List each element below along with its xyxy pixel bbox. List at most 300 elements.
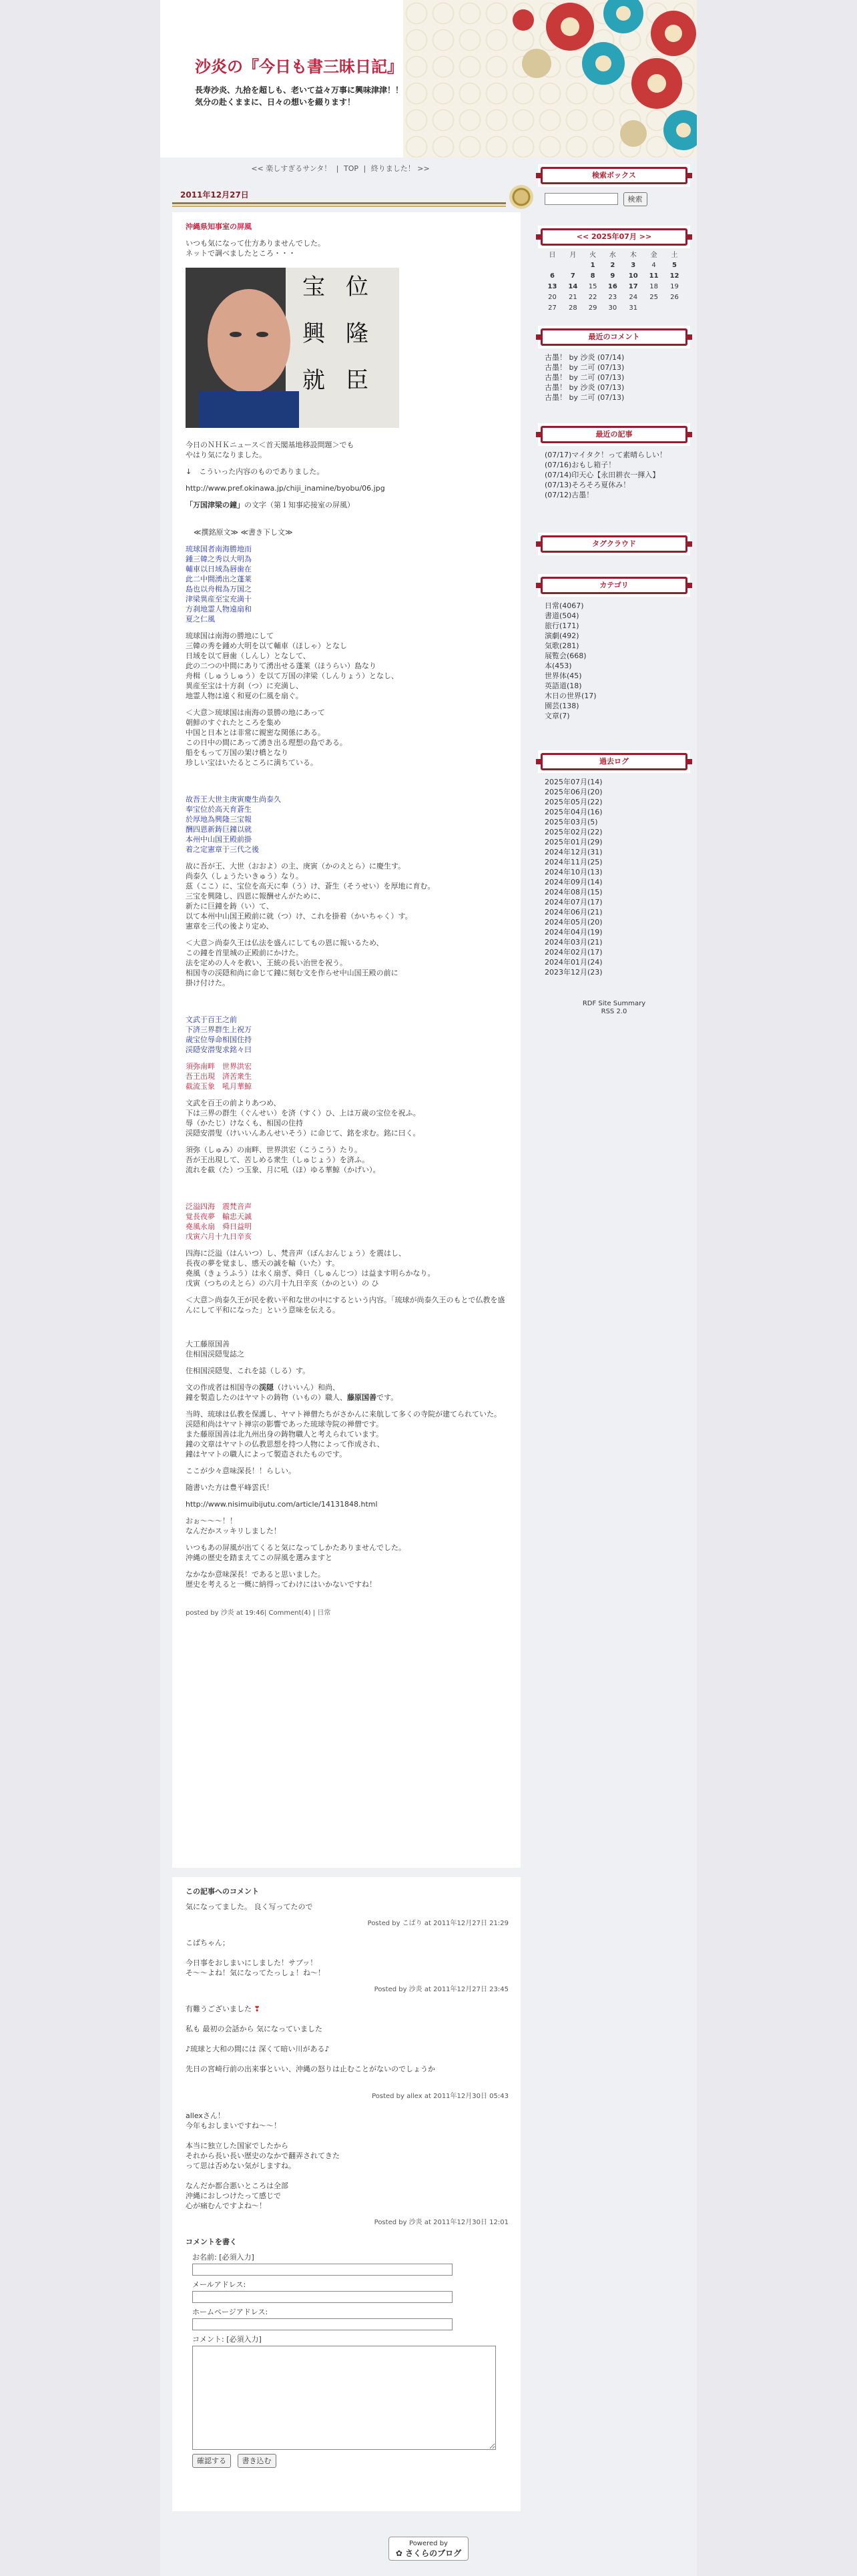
text-line: 夏之仁風 [186,615,215,623]
text-line: 中国と日本とは非常に親密な関係にある。 [186,728,325,737]
comment-line: それから長い長い歴史のなかで翻弄されてきた [186,2151,340,2160]
category-link[interactable]: 世界体(45) [545,672,582,680]
archive-title: 過去ログ [541,753,687,770]
cal-day[interactable]: 17 [628,282,638,290]
cal-day[interactable]: 9 [610,272,615,280]
archive-link[interactable]: 2024年08月(15) [545,888,603,896]
paragraph-9 [186,938,509,988]
category-link[interactable]: 本(453) [545,662,572,670]
paragraph-17 [186,1409,509,1459]
cal-day: 20 [548,293,557,301]
comment-item [186,2004,509,2101]
text-span: 文の作成者は相国寺の [186,1383,259,1392]
text-line: 朝鮮のすぐれたところを集め [186,718,281,727]
text-span-bold: 渓隠 [259,1383,274,1392]
archive-link[interactable]: 2025年07月(14) [545,778,603,786]
text-line: 戊寅（つちのえとら）の六月十九日辛亥（かのとい）の ひ [186,1279,379,1288]
comment-line: こばちゃん； [186,1939,230,1947]
bell-desc: の文字（第１知事応接室の屏風） [244,501,354,509]
cal-day-name: 木 [629,252,637,259]
calendar-widget [538,226,690,313]
top-link[interactable]: TOP [344,164,359,173]
text-line: また藤原国善は北九州出身の鋳物職人と考えられています。 [186,1430,384,1439]
svg-text:宝: 宝 [302,274,325,300]
cal-day: 26 [670,293,679,301]
archive-link[interactable]: 2025年04月(16) [545,808,603,816]
svg-text:就: 就 [302,367,325,394]
category-title: カテゴリ [541,577,687,594]
text-line: 輔車以日域為唇歯在 [186,565,252,573]
text-line: 堯風（きょうふう）は永く扇ぎ、舜日（しゅんじつ）は益ます明らかなり。 [186,1269,435,1278]
category-link[interactable]: 日常(4067) [545,601,584,610]
comment-meta: Posted by 沙炎 at 2011年12月30日 12:01 [374,2219,509,2226]
archive-link[interactable]: 2024年10月(13) [545,868,603,876]
comments-section [172,1877,521,2511]
brand-text: さくらのブログ [405,2549,462,2558]
blue-block-3 [186,1015,509,1055]
recent-post-link[interactable]: (07/12)古墨！ [545,491,594,499]
post-navigation [160,163,521,174]
cal-day[interactable]: 3 [631,261,636,269]
comment-line: って思は否めない気がしますね。 [186,2161,296,2170]
text-line: 茲（ここ）に、宝位を高天に奉（う）け、蒼生（そうせい）を厚地に育む。 [186,882,435,890]
comment-label: コメント: [必須入力] [192,2335,262,2344]
recent-comments-widget [538,326,690,407]
cal-day-name: 水 [609,252,616,259]
cal-day: 31 [629,304,638,312]
text-span-bold: 藤原国善 [347,1393,376,1402]
comment-line: 先日の宮崎行前の出来事といい、沖縄の怒りは止むことがないのでしょうか [186,2065,435,2073]
comment-line: 今年もおしまいですね〜〜！ [186,2121,281,2130]
text-line: 故に吾が王、大世（おおよ）の主、庚寅（かのえとら）に慶生す。 [186,862,406,870]
cal-day: 15 [588,282,597,290]
text-line: 此二中間湧出之蓬莱 [186,575,252,583]
text-line: 渓隠安潜叟（けいいんあんせいそう）に命じて、銘を求む。銘に曰く。 [186,1129,420,1137]
text-line: 辱（かたじ）けなくも、相国の住持 [186,1119,303,1127]
text-line: 此の二つの中間にありて湧出せる蓬莱（ほうらい）島なり [186,662,376,670]
text-line: ＜大意＞琉球国は南海の景勝の地にあって [186,708,325,717]
text-line: 新たに巨鐘を鋳（い）て、 [186,902,274,911]
tagcloud-title: タグクラウド [541,535,687,553]
archive-link[interactable]: 2024年09月(14) [545,878,603,886]
paragraph-11 [186,1145,509,1175]
archive-link[interactable]: 2024年04月(19) [545,928,603,937]
text-line: 方刹地霊人物遠扇和 [186,605,252,613]
text-span: 鐘を製造したのはヤマトの鋳物（いもの）職人、 [186,1393,347,1402]
homepage-input[interactable] [192,2318,453,2330]
text-line: 日域を以て唇歯（しんし）となして、 [186,652,310,660]
paragraph-5: ≪撰銘原文≫ ≪書き下し文≫ [194,528,293,537]
comments-heading: この記事へのコメント [186,1887,259,1896]
archive-link[interactable]: 2023年12月(23) [545,968,603,977]
comment-line: 本当に独立した国家でしたから [186,2141,288,2150]
text-line: 琉球国者南海勝地而 [186,545,252,553]
red-block-1 [186,1061,509,1091]
blue-block-1 [186,544,509,624]
calendar-title[interactable]: << 2025年07月 >> [541,228,687,246]
recent-posts-header [538,423,690,446]
recent-comment-link[interactable]: 古墨！ by 二可 (07/13) [545,363,625,372]
archive-link[interactable]: 2024年11月(25) [545,858,603,866]
archive-link[interactable]: 2025年02月(22) [545,828,603,836]
paragraph-18: ここが少々意味深長！！らしい。 [186,1467,296,1475]
portrait-photo-icon [186,268,399,428]
text-line: 住相国渓隠叟誌之 [186,1350,244,1358]
cal-day[interactable]: 6 [549,272,555,280]
text-line: この日中の間にあって湧き出る理想の島である。 [186,738,347,747]
cal-day[interactable]: 13 [547,282,557,290]
search-box-body [538,187,690,210]
comment-line: ♪琉球と大和の間には 深くて暗い川がある♪ [186,2045,330,2053]
paragraph-13: ＜大意＞尚泰久王が民を救い平和な世の中にするという内容。「琉球が尚泰久王のもとで仏教を盛んにして平和になった」という意味を伝える。 [186,1296,505,1314]
cal-day [563,260,583,270]
blue-block-2 [186,794,509,854]
page [160,0,697,2576]
blog-title[interactable]: 沙炎の『今日も書三昧日記』 [195,57,403,76]
category-link[interactable]: 英語道(18) [545,682,582,690]
archive-list [538,773,690,981]
cal-day: 27 [548,304,557,312]
cal-day [542,260,563,270]
text-span: です。 [376,1393,398,1402]
text-line: この鐘を首里城の正殿前にかけた。 [186,949,303,957]
header [160,0,697,158]
text-line: 琉球国は南海の勝地にして [186,631,274,640]
archive-link[interactable]: 2024年01月(24) [545,958,603,967]
archive-link[interactable]: 2024年03月(21) [545,938,603,947]
cal-day[interactable]: 1 [590,261,595,269]
recent-post-link[interactable]: (07/14)印天心【永田耕衣一揮入】 [545,471,660,479]
category-link[interactable]: 展覧会(668) [545,652,587,660]
text-span: （けいいん）和尚、 [274,1383,340,1392]
nav-separator-2: | [363,164,366,173]
tagcloud-widget [538,533,690,555]
text-line: 須弥南畔 世界洪宏 [186,1062,252,1071]
text-line: 故吾王大世主庚寅慶生尚泰久 [186,795,281,804]
text-line: 渓隠和尚はヤマト禅宗の影響であった琉球寺院の禅僧です。 [186,1420,384,1429]
comment-form [186,2237,509,2468]
comment-line: 私も 最初の会話から 気になっていました [186,2025,322,2033]
text-line: 当時、琉球は仏教を保護し、ヤマト禅僧たちがさかんに来航して多くの寺院が建てられていた。 [186,1410,501,1419]
calendar-header [538,226,690,248]
recent-comment-link[interactable]: 古墨！ by 沙炎 (07/13) [545,383,625,392]
text-line: 文武于百王之前 [186,1015,237,1024]
name-label: お名前: [必須入力] [192,2253,254,2262]
cal-day[interactable]: 10 [628,272,638,280]
prev-post-link[interactable]: << 楽しすぎるサンタ！ [251,164,332,173]
comment-form-heading: コメントを書く [186,2238,237,2246]
red-block-2 [186,1202,509,1242]
posted-by[interactable]: posted by 沙炎 at 19:46| Comment(4) | 日常 [186,1609,331,1617]
text-line: 相国寺の渓隠和尚に命じて鐘に刻む文を作らせ中山国王殿の前に [186,969,398,977]
category-link[interactable]: 木日の世界(17) [545,692,597,700]
text-line: 異産至宝は十方刹（つ）に充満し、 [186,682,303,690]
blog-description-line-1: 長寿沙炎、九拾を超しも、老いて益々万事に興味津津！！ [195,85,404,95]
paragraph-6 [186,631,509,701]
paragraph-22 [186,1569,509,1589]
text-line: 下は三界の群生（ぐんせい）を済（すく）ひ、上は万歳の宝位を祝ふ。 [186,1109,420,1117]
submit-button[interactable]: 書き込む [238,2454,276,2468]
text-line: 鍾三韓之秀以大明為 [186,555,252,563]
comment-line [186,2004,509,2014]
text-line: 泛溢四海 震梵音声 [186,1202,252,1211]
recent-posts-widget [538,423,690,504]
blog-description [195,84,475,108]
cal-day: 29 [588,304,597,312]
recent-post-link[interactable]: (07/16)おもし箱子！ [545,461,616,469]
cal-day[interactable]: 16 [607,282,617,290]
cal-day[interactable]: 14 [568,282,578,290]
cal-day[interactable]: 5 [672,261,677,269]
text-line: 鐘の文章はヤマトの仏教思想を持つ人物によって作成され、 [186,1440,384,1449]
cal-day-name: 金 [650,252,657,259]
comment-line: 気になってました。 良く写ってたので [186,1902,313,1911]
post-photo[interactable] [186,268,399,428]
comment-item [186,2111,509,2228]
bell-name: 「万国津梁の鐘」 [186,501,244,509]
text-line: 長夜の夢を覚まし、感天の誠を輸（いた）す。 [186,1259,340,1268]
text-line: 截流玉象 吼月華鯨 [186,1082,252,1091]
comment-line: 心が痛むんですよね〜！ [186,2202,266,2210]
cal-day: 25 [649,293,658,301]
name-input[interactable] [192,2264,453,2276]
paragraph-7 [186,708,509,768]
comment-line: そ〜〜よね！気になってたっしょ！ね〜！ [186,1969,325,1977]
text-line: 四海に泛溢（はんいつ）し、梵音声（ぼんおんじょう）を震はし、 [186,1249,406,1258]
comment-item [186,1902,509,1928]
paragraph-21 [186,1543,509,1563]
archive-link[interactable]: 2024年12月(31) [545,848,603,856]
next-post-link[interactable]: 終りました！ >> [370,164,430,173]
blog-description-line-2: 気分の赴くままに、日々の想いを綴ります！ [195,97,356,107]
text-line: 須弥（しゅみ）の南畔、世界洪宏（こうこう）たり。 [186,1145,362,1154]
recent-comments-header [538,326,690,348]
text-line: 吾王出現 済苦衆生 [186,1072,252,1081]
date-rule-thick [172,202,506,204]
comment-textarea[interactable] [192,2346,496,2450]
category-header [538,574,690,597]
cal-day: 21 [568,293,577,301]
text-line: 大工藤原国善 [186,1340,230,1348]
category-list [538,597,690,725]
mail-label: メールアドレス: [192,2280,246,2289]
search-box-widget [538,164,690,210]
text-line: 戊寅六月十九日辛亥 [186,1232,252,1241]
recent-comment-link[interactable]: 古墨！ by 二可 (07/13) [545,373,625,382]
text-line: 地霊人物は遠く和夏の仁風を扇ぐ。 [186,692,303,700]
cal-day-name: 火 [589,252,597,259]
cal-day: 28 [568,304,577,312]
medal-icon [509,185,533,209]
text-line: 舟楫（しゅうしゅう）を以て万国の津梁（しんりょう）となし、 [186,672,398,680]
text-line: やはり気になりました。 [186,451,266,459]
flower-pattern-icon [403,0,697,158]
archive-link[interactable]: 2025年05月(22) [545,798,603,806]
archive-link[interactable]: 2024年06月(21) [545,908,603,917]
sakura-icon: ✿ [395,2549,402,2558]
text-line: おぉ〜〜〜！！ [186,1517,237,1525]
recent-comment-link[interactable]: 古墨！ by 二可 (07/13) [545,393,625,402]
heart-icon: ❣ [254,2005,260,2013]
archive-link[interactable]: 2024年05月(20) [545,918,603,927]
text-line: 下済三界群生上祝万 [186,1025,252,1034]
date-rule-thin [172,206,506,207]
comment-line: allexさん！ [186,2111,225,2120]
text-line: ネットで調べましたところ・・・ [186,249,296,258]
text-line: いつも気になって仕方ありませんでした。 [186,239,325,248]
archive-link[interactable]: 2024年07月(17) [545,898,603,907]
category-widget [538,574,690,725]
text-line: 法を定めの人々を救い、王統の長い治世を祝う。 [186,959,347,967]
archive-link[interactable]: 2025年06月(20) [545,788,603,796]
homepage-label: ホームページアドレス: [192,2308,268,2316]
text-line: 島也以舟楫為万国之 [186,585,252,593]
category-link[interactable]: 演劇(492) [545,631,579,640]
paragraph-15: 住相国渓隠叟、これを誌（しる）す。 [186,1366,310,1375]
nav-separator-1: | [336,164,339,173]
text-line: 酬四恩新鋳巨鐘以就 [186,825,252,834]
comment-line: なんだか都合悪いところは全部 [186,2181,288,2190]
comment-meta: Posted by こばり at 2011年12月27日 21:29 [367,1920,509,1927]
comment-meta: Posted by 沙炎 at 2011年12月27日 23:45 [374,1986,509,1993]
paragraph-10 [186,1098,509,1138]
category-link[interactable]: 園芸(138) [545,702,579,710]
search-button[interactable]: 検索 [623,192,647,206]
confirm-button[interactable]: 確認する [192,2454,231,2468]
category-link[interactable]: 旅行(171) [545,621,579,630]
recent-post-link[interactable]: (07/13)そろそろ夏休み！ [545,481,631,489]
text-line: 渓隠安潜叟求銘々曰 [186,1045,252,1054]
paragraph-4 [186,500,509,510]
text-line: 沖縄の歴史を踏まえてこの屏風を選みますと [186,1553,332,1562]
paragraph-1 [186,238,509,258]
cal-day[interactable]: 2 [610,261,615,269]
text-line: 覚長夜夢 輸忠天誠 [186,1212,252,1221]
text-line: 尚泰久（しょうたいきゅう）なり。 [186,872,303,880]
category-link[interactable]: 書道(504) [545,611,579,620]
link-url-2[interactable]: http://www.nisimuibijutu.com/article/14131848.html [186,1500,378,1509]
category-link[interactable]: 気歌(281) [545,641,579,650]
comment-meta: Posted by allex at 2011年12月30日 05:43 [372,2093,509,2100]
rdf-link[interactable]: RDF Site Summary [582,1000,646,1007]
text-line: 文武を百王の前よりあつめ、 [186,1099,281,1107]
recent-posts-title: 最近の記事 [541,426,687,443]
recent-comments-title: 最近のコメント [541,328,687,346]
text-line: 着之定憲章于三代之後 [186,845,259,854]
paragraph-19: 随書いた方は豊平峰雲氏！ [186,1483,274,1492]
tagcloud-header [538,533,690,555]
comment-text: 有難うございました [186,2005,252,2013]
cal-day-name: 日 [549,252,556,259]
cal-day: 23 [608,293,617,301]
text-line: 歳宝位辱命相国住持 [186,1035,252,1044]
text-line: 本州中山国王殿前掛 [186,835,252,844]
archive-link[interactable]: 2024年02月(17) [545,948,603,957]
cal-day[interactable]: 8 [590,272,595,280]
text-line: 以て本州中山国王殿前に就（つ）け、これを掛着（かいちゃく）す。 [186,912,412,921]
post-date: 2011年12月27日 [180,190,249,200]
category-link[interactable]: 文章(7) [545,712,570,720]
search-box-title: 検索ボックス [541,167,687,184]
comment-line: 沖縄におしつけたって感じで [186,2192,281,2200]
paragraph-3: ↓ こういった内容のものでありました。 [186,467,324,476]
text-line: 掛け付けた。 [186,979,230,987]
paragraph-2 [186,440,509,460]
recent-comment-link[interactable]: 古墨！ by 沙炎 (07/14) [545,353,625,362]
text-line: 三宝を興隆し、四恩に報酬せんがために、 [186,892,325,900]
cal-day: 4 [651,261,656,269]
date-bar [172,184,530,208]
link-url-1[interactable]: http://www.pref.okinawa.jp/chiji_inamine/byobu/06.jpg [186,484,385,493]
paragraph-8 [186,861,509,931]
recent-post-link[interactable]: (07/17)マイタク！って素晴らしい！ [545,451,667,459]
archive-header [538,750,690,773]
svg-text:位: 位 [346,274,368,300]
search-input[interactable] [545,193,618,205]
cal-day: 24 [629,293,638,301]
text-line: 奉宝位於高天育蒼生 [186,805,252,814]
cal-day: 18 [649,282,658,290]
comment-line: 今日事をおしまいにしました！サブッ！ [186,1959,318,1967]
text-line: なんだかスッキリしました！ [186,1527,281,1535]
archive-link[interactable]: 2025年01月(29) [545,838,603,846]
paragraph-20 [186,1516,509,1536]
text-line: いつもあの屏風が出てくると気になってしかたありませんでした。 [186,1543,406,1552]
calendar-table [542,248,685,313]
cal-day: 22 [588,293,597,301]
cal-day[interactable]: 11 [649,272,659,280]
recent-comments-list [538,348,690,407]
text-line: 津梁異産至宝充満十 [186,595,252,603]
text-line: 於厚地為興隆三宝報 [186,815,252,824]
text-line: 今日のＮＨＫニュース＜首天閣基地移設問題＞でも [186,441,354,449]
powered-by-text: Powered by [409,2540,448,2547]
cal-day-name: 月 [569,252,577,259]
text-line: ＜大意＞尚泰久王は仏法を盛んにしてもの恩に報いるため、 [186,939,384,947]
cal-day [643,302,664,313]
rss-link[interactable]: RSS 2.0 [601,1008,627,1015]
text-line: 鐘はヤマトの職人によって製造されたものです。 [186,1450,347,1459]
text-line: 流れを截（た）つ玉象、月に吼（ほ）ゆる華鯨（かげい）。 [186,1166,380,1174]
search-box-header [538,164,690,187]
recent-posts-list [538,446,690,504]
text-line: 吾が王出現して、苦しめる衆生（しゅじょう）を済ふ。 [186,1155,369,1164]
cal-day[interactable]: 12 [669,272,679,280]
cal-day[interactable]: 7 [570,272,575,280]
text-line: なかなか意味深長！であると思いました。 [186,1570,325,1579]
paragraph-12 [186,1248,509,1288]
brand-name [389,2549,468,2558]
text-line: 三韓の秀を鍾め大明を以て輔車（ほしゃ）となし [186,641,347,650]
cal-day: 30 [608,304,617,312]
svg-text:臣: 臣 [346,367,368,394]
text-line: 歴史を考えると一概に納得ってわけにはいかないですね！ [186,1580,376,1589]
archive-link[interactable]: 2025年03月(5) [545,818,598,826]
post-title[interactable]: 沖縄県知事室の屏風 [186,222,252,231]
text-line: 憲章を三代の後より定め、 [186,922,274,931]
sakura-blog-logo[interactable] [388,2537,469,2561]
cal-day-name: 土 [671,252,678,259]
archive-widget [538,750,690,1016]
paragraph-16 [186,1382,509,1402]
paragraph-14 [186,1339,509,1359]
email-input[interactable] [192,2291,453,2303]
svg-text:興: 興 [302,320,325,347]
cal-day: 19 [670,282,679,290]
comment-item [186,1938,509,1995]
text-line: 珍しい宝はいたるところに満ちている。 [186,758,318,767]
text-line: 堯風永扇 舜日益明 [186,1222,252,1231]
